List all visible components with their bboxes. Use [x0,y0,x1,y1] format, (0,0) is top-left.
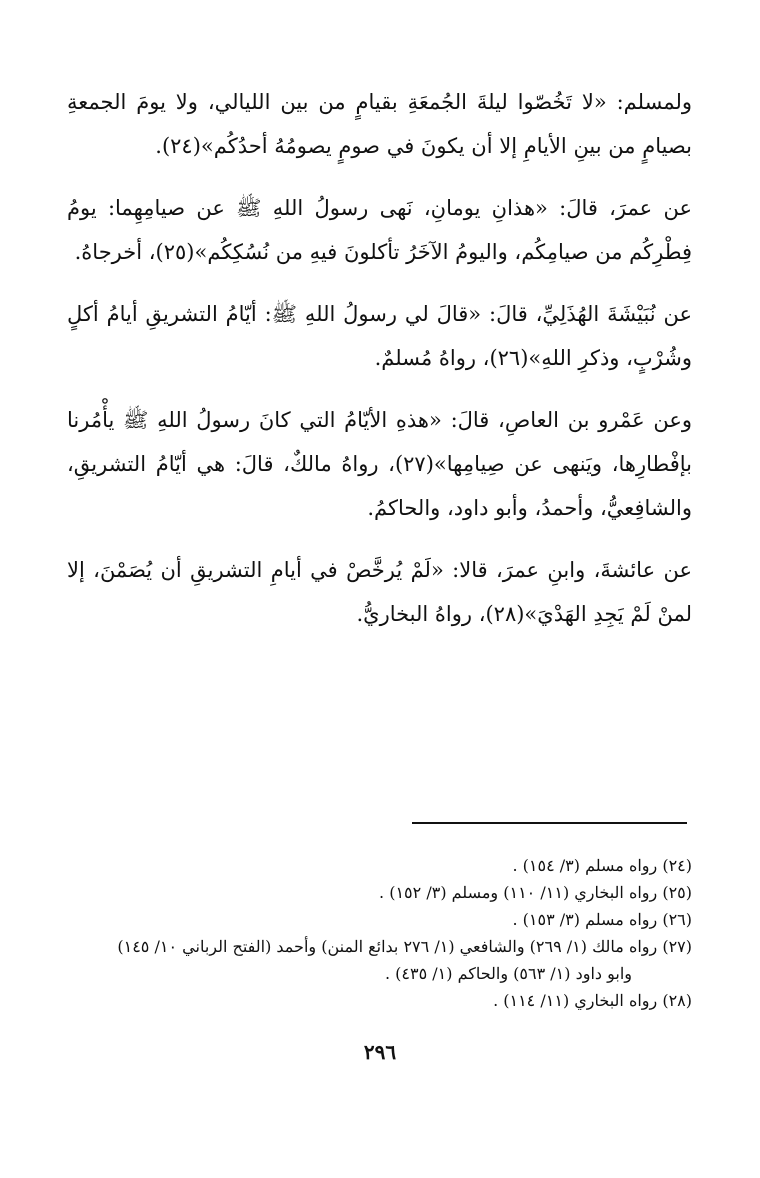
paragraph-1: ولمسلم: «لا تَخُصّوا ليلةَ الجُمعَةِ بقيامٍ من بين الليالي، ولا يومَ الجمعةِ بصيامٍ من بينِ الأيامِ إلا أن يكونَ في صومٍ يصومُهُ أحدُكُم»(٢٤). [67,90,692,158]
footnote-28: (٢٨) رواه البخاري (١١/ ١١٤) . [493,991,692,1010]
footnote-divider [412,822,687,824]
footnote-26: (٢٦) رواه مسلم (٣/ ١٥٣) . [512,910,692,929]
footnote-27-continued: وابو داود (١/ ٥٦٣) والحاكم (١/ ٤٣٥) . [384,964,632,983]
footnotes [67,852,692,1014]
main-text [67,80,692,654]
page-number: ٢٩٦ [363,1040,397,1064]
paragraph-4: وعن عَمْرو بن العاصِ، قالَ: «هذهِ الأيّامُ التي كانَ رسولُ اللهِ ﷺ يأْمُرنا بإفْطارِها، ويَنهى عن صِيامِها»(٢٧)، رواهُ مالكٌ، قالَ: هي أيّامُ التشريقِ، والشافِعيُّ، وأحمدُ، وأبو داود، والحاكمُ. [67,408,692,520]
footnote-27: (٢٧) رواه مالك (١/ ٢٦٩) والشافعي (١/ ٢٧٦ بدائع المنن) وأحمد (الفتح الرباني ١٠/ ١٤٥) [117,937,692,956]
paragraph-5: عن عائشةَ، وابنِ عمرَ، قالا: «لَمْ يُرخَّصْ في أيامِ التشريقِ أن يُصَمْنَ، إلا لمنْ لَمْ يَجِدِ الهَدْيَ»(٢٨)، رواهُ البخاريُّ. [67,558,692,626]
footnote-24: (٢٤) رواه مسلم (٣/ ١٥٤) . [512,856,692,875]
paragraph-2: عن عمرَ، قالَ: «هذانِ يومانِ، نَهى رسولُ اللهِ ﷺ عن صيامِهِما: يومُ فِطْرِكُم من صيامِكُم، واليومُ الآخَرُ تأكلونَ فيهِ من نُسُكِكُم»(٢٥)، أخرجاهُ. [67,196,692,264]
paragraph-3: عن نُبَيْشَةَ الهُذَلِيِّ، قالَ: «قالَ لي رسولُ اللهِ ﷺ: أيّامُ التشريقِ أيامُ أكلٍ وشُرْبٍ، وذكرِ اللهِ»(٢٦)، رواهُ مُسلمٌ. [67,302,692,370]
footnote-25: (٢٥) رواه البخاري (١١/ ١١٠) ومسلم (٣/ ١٥٢) . [379,883,692,902]
